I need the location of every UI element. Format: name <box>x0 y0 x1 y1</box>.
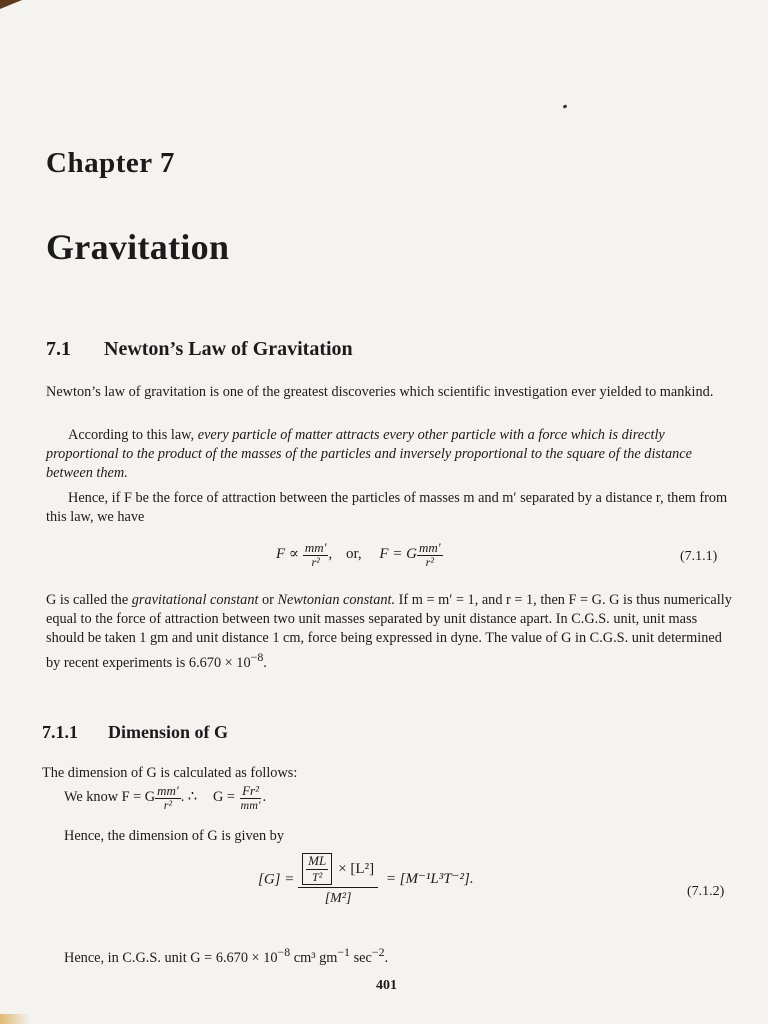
we-know-line <box>64 784 266 811</box>
constant-exponent: −8 <box>250 650 264 664</box>
hence-dimension: Hence, the dimension of G is given by <box>64 828 284 844</box>
eq1-fraction <box>303 541 329 568</box>
eq2-inner-bracket <box>302 853 332 885</box>
equation-number-7-1-1: (7.1.1) <box>680 549 718 564</box>
scan-corner-mark <box>0 0 22 9</box>
therefore-symbol: . ∴ <box>180 788 197 805</box>
eq2-lhs: [G] = <box>258 871 295 888</box>
final-units: cm³ gm <box>290 949 338 966</box>
g-numerator: Fr² <box>242 783 259 798</box>
final-exp3: −2 <box>371 945 385 959</box>
subsection-number: 7.1.1 <box>42 722 78 742</box>
chapter-title: Gravitation <box>46 227 230 267</box>
we-know-text: We know F = G <box>64 788 156 805</box>
g-denominator: mm′ <box>240 797 261 812</box>
final-exp1: −8 <box>277 945 291 959</box>
eq2-inner-numerator: ML <box>308 853 327 868</box>
scan-speck <box>563 104 568 109</box>
eq1-lhs: F ∝ <box>276 546 300 563</box>
eq1-numerator: mm′ <box>304 540 327 555</box>
eq1-rhs-denominator: r² <box>425 554 434 569</box>
law-statement: every particle of matter attracts every other particle with a force which is directly proportional to the product of the masses of the particles and inversely proportional to the square of the distance between them. <box>46 427 692 481</box>
subsection-title: Dimension of G <box>108 722 229 742</box>
equation-7-1-2 <box>258 853 474 907</box>
we-know-fraction <box>155 784 181 811</box>
dimension-intro: The dimension of G is calculated as follows: <box>42 765 298 781</box>
law-lead: According to this law, <box>68 427 198 443</box>
eq1-comma: , <box>328 546 333 563</box>
we-know-denominator: r² <box>163 797 173 812</box>
hence-text: Hence, if F be the force of attraction between the particles of masses m and m′ separated by a distance r, them from this law, we have <box>46 490 728 525</box>
final-line <box>64 945 388 967</box>
scan-smudge <box>0 1014 30 1024</box>
subsection-heading <box>42 722 228 743</box>
page-number: 401 <box>376 978 397 993</box>
final-exp2: −1 <box>337 945 351 959</box>
we-know-numerator: mm′ <box>157 783 179 798</box>
g-equals: G = <box>212 788 235 805</box>
eq2-fraction <box>298 853 378 907</box>
eq1-rhs-lhs: F = G <box>379 546 417 563</box>
paragraph-law <box>46 426 736 483</box>
constant-gravitational: gravitational constant <box>131 592 259 608</box>
paragraph-intro: Newton’s law of gravitation is one of the greatest discoveries which scientific investigation ever yielded to mankind. <box>46 384 714 400</box>
eq2-inner-denominator: T² <box>312 870 323 884</box>
section-heading <box>46 338 353 361</box>
eq2-denominator: [M²] <box>324 891 352 906</box>
constant-text-body: If m = m′ = 1, and r = 1, then F = G. G is thus numerically equal to the force of attraction between two unit masses separated by unit distance apart. In C.G.S. unit, unit mass should be taken 1 gm and unit distance 1 cm, force being expressed in dyne. The value of G in C.G.S. unit determined by recent experiments is 6.670 × 10 <box>46 592 732 671</box>
eq1-denominator: r² <box>311 554 320 569</box>
g-end: . <box>262 788 267 805</box>
eq2-rhs: = [M⁻¹L³T⁻²]. <box>385 871 474 888</box>
constant-text-or: or <box>258 592 278 608</box>
equation-7-1-1 <box>276 541 443 568</box>
chapter-label: Chapter 7 <box>46 147 175 179</box>
final-units2: sec <box>350 949 372 966</box>
eq1-rhs-fraction <box>417 541 443 568</box>
section-number: 7.1 <box>46 338 71 360</box>
constant-newtonian: Newtonian constant. <box>277 592 396 608</box>
section-title: Newton’s Law of Gravitation <box>104 338 353 360</box>
paragraph-hence <box>46 489 736 527</box>
eq1-rhs-numerator: mm′ <box>418 540 441 555</box>
equation-number-7-1-2: (7.1.2) <box>687 884 725 899</box>
constant-text-a: G is called the <box>46 592 132 608</box>
eq1-or: or, <box>345 546 362 563</box>
final-end: . <box>384 949 389 966</box>
constant-end: . <box>263 654 267 671</box>
paragraph-constant <box>46 591 736 673</box>
g-fraction <box>239 784 263 811</box>
final-text: Hence, in C.G.S. unit G = 6.670 × 10 <box>64 949 278 966</box>
eq2-times: × [L²] <box>338 860 375 877</box>
